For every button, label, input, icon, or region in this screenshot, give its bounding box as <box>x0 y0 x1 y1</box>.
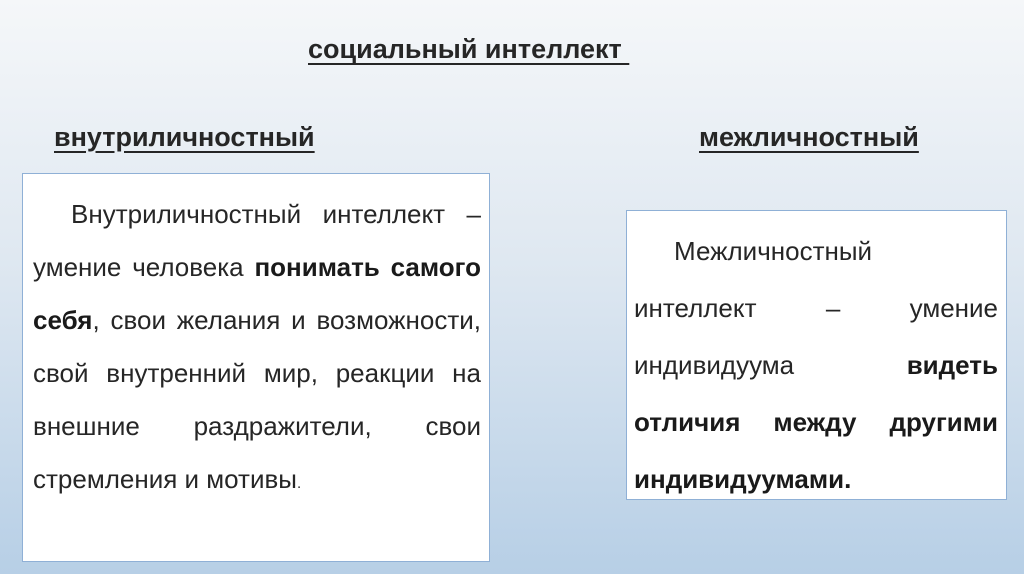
definition-text: Внутриличностный интеллект – умение человека <box>33 199 481 282</box>
interpersonal-definition <box>634 223 998 508</box>
intrapersonal-definition-box <box>22 173 490 562</box>
intrapersonal-definition <box>33 188 481 510</box>
definition-text: Межличностный интеллект – умение индивидуума <box>634 236 998 380</box>
heading-intrapersonal: внутриличностный <box>54 122 315 152</box>
definition-text-continued: , свои желания и возможности, свой внутренний мир, реакции на внешние раздражители, свои стремления и мотивы <box>33 305 481 494</box>
slide-title: социальный интеллект <box>308 34 630 64</box>
definition-emphasis: видеть отличия между другими индивидуумами. <box>634 350 998 494</box>
definition-end-period: . <box>296 475 302 492</box>
definition-emphasis: понимать самого себя <box>33 252 481 335</box>
heading-interpersonal: межличностный <box>699 122 919 152</box>
interpersonal-definition-box <box>626 210 1007 500</box>
